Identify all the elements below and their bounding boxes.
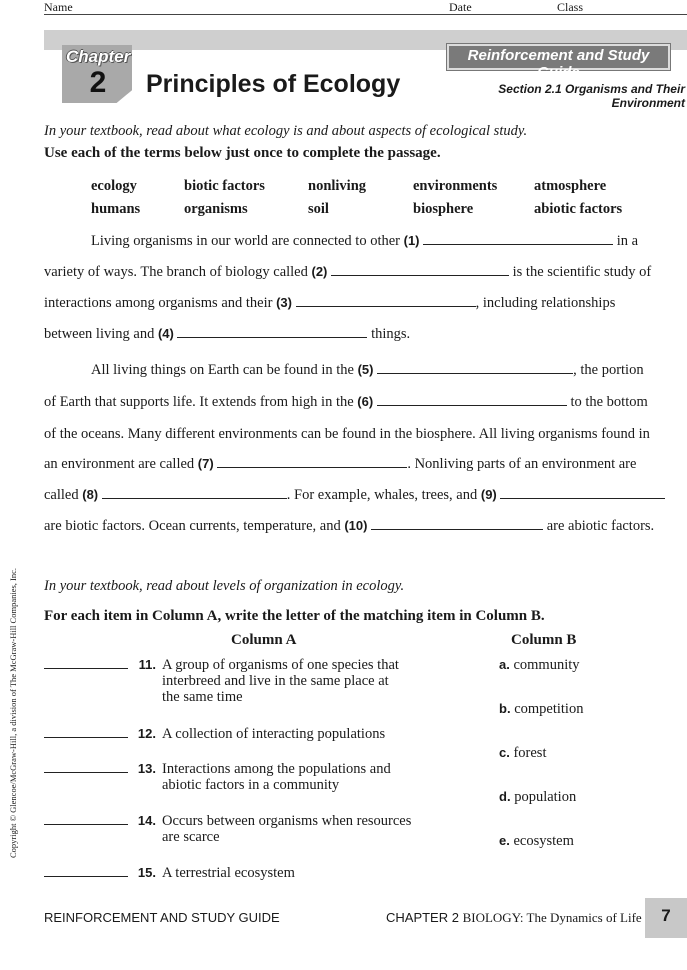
passage-line: called (8) . For example, whales, trees, and (9): [44, 487, 665, 504]
item-number: 12.: [137, 726, 156, 741]
passage-line: Living organisms in our world are connected to other (1) in a: [91, 233, 639, 249]
option: e. ecosystem: [499, 833, 574, 849]
name-label: Name: [44, 0, 73, 14]
column-a-title: Column A: [231, 632, 297, 648]
answer-line-11[interactable]: [44, 668, 128, 669]
date-label: Date: [449, 0, 472, 14]
item-text: A group of organisms of one species that interbreed and live in the same place at the same time: [162, 657, 399, 705]
option: b. competition: [499, 701, 584, 717]
item-number: 15.: [137, 865, 156, 880]
passage-line: between living and (4) things.: [44, 326, 411, 342]
item-text: Interactions among the populations and abiotic factors in a community: [162, 761, 391, 793]
copyright-notice: Copyright © Glencoe/McGraw-Hill, a division of The McGraw-Hill Companies, Inc.: [8, 567, 18, 859]
section-line-2: Environment: [611, 96, 685, 110]
answer-line-12[interactable]: [44, 737, 128, 738]
footer-chapter: CHAPTER 2: [386, 910, 459, 925]
blank-9[interactable]: [500, 487, 665, 499]
part2-instruction-italic: In your textbook, read about levels of organization in ecology.: [44, 578, 405, 594]
passage-line: of Earth that supports life. It extends from high in the (6) to the bottom: [44, 394, 648, 410]
section-line-1: Section 2.1 Organisms and Their: [498, 82, 685, 96]
page-number: 7: [661, 906, 671, 925]
term: biosphere: [413, 201, 474, 217]
term: humans: [91, 201, 141, 217]
blank-8[interactable]: [102, 487, 287, 499]
item-number: 13.: [137, 761, 156, 776]
blank-10[interactable]: [371, 518, 543, 530]
term: abiotic factors: [534, 201, 623, 217]
term: environments: [413, 178, 498, 194]
passage-line: variety of ways. The branch of biology called (2) is the scientific study of: [44, 264, 652, 280]
passage-line: of the oceans. Many different environments can be found in the biosphere. All living organisms found in: [44, 426, 650, 442]
part2-instruction-bold: For each item in Column A, write the letter of the matching item in Column B.: [44, 608, 545, 624]
blank-3[interactable]: [296, 295, 476, 307]
blank-5[interactable]: [377, 362, 573, 374]
item-text: Occurs between organisms when resources are scarce: [162, 813, 412, 845]
page-title: Principles of Ecology: [146, 70, 401, 98]
passage-line: are biotic factors. Ocean currents, temperature, and (10) are abiotic factors.: [44, 518, 655, 534]
passage-line: interactions among organisms and their (3) , including relationships: [44, 295, 616, 311]
passage-line: an environment are called (7) . Nonliving parts of an environment are: [44, 456, 637, 472]
part1-instruction-italic: In your textbook, read about what ecology is and about aspects of ecological study.: [44, 123, 528, 139]
footer-left: REINFORCEMENT AND STUDY GUIDE: [44, 910, 280, 925]
blank-7[interactable]: [217, 456, 407, 468]
blank-6[interactable]: [377, 394, 567, 406]
item-number: 11.: [138, 657, 156, 672]
blank-1[interactable]: [423, 233, 613, 245]
answer-line-14[interactable]: [44, 824, 128, 825]
term: biotic factors: [184, 178, 265, 194]
term: organisms: [184, 201, 248, 217]
part1-instruction-bold: Use each of the terms below just once to complete the passage.: [44, 145, 441, 161]
term: ecology: [91, 178, 137, 194]
header-rule: [44, 14, 687, 15]
chapter-number: 2: [89, 66, 107, 99]
item-text: A terrestrial ecosystem: [162, 865, 295, 881]
class-label: Class: [557, 0, 584, 14]
term: atmosphere: [534, 178, 607, 194]
section-heading: [470, 82, 685, 110]
term: soil: [308, 201, 329, 217]
answer-line-15[interactable]: [44, 876, 128, 877]
footer-book: BIOLOGY: The Dynamics of Life: [462, 910, 642, 925]
chapter-word: Chapter: [66, 47, 131, 66]
answer-line-13[interactable]: [44, 772, 128, 773]
item-number: 14.: [137, 813, 156, 828]
column-b-title: Column B: [511, 632, 577, 648]
blank-4[interactable]: [177, 326, 367, 338]
option: a. community: [499, 657, 580, 673]
item-text: A collection of interacting populations: [162, 726, 386, 742]
passage-line: All living things on Earth can be found in the (5) , the portion: [91, 362, 644, 378]
option: c. forest: [499, 745, 547, 761]
footer-right: [386, 910, 642, 926]
guide-badge-label: Reinforcement and Study Guide: [467, 47, 650, 81]
term: nonliving: [308, 178, 367, 194]
blank-2[interactable]: [331, 264, 509, 276]
option: d. population: [499, 789, 577, 805]
